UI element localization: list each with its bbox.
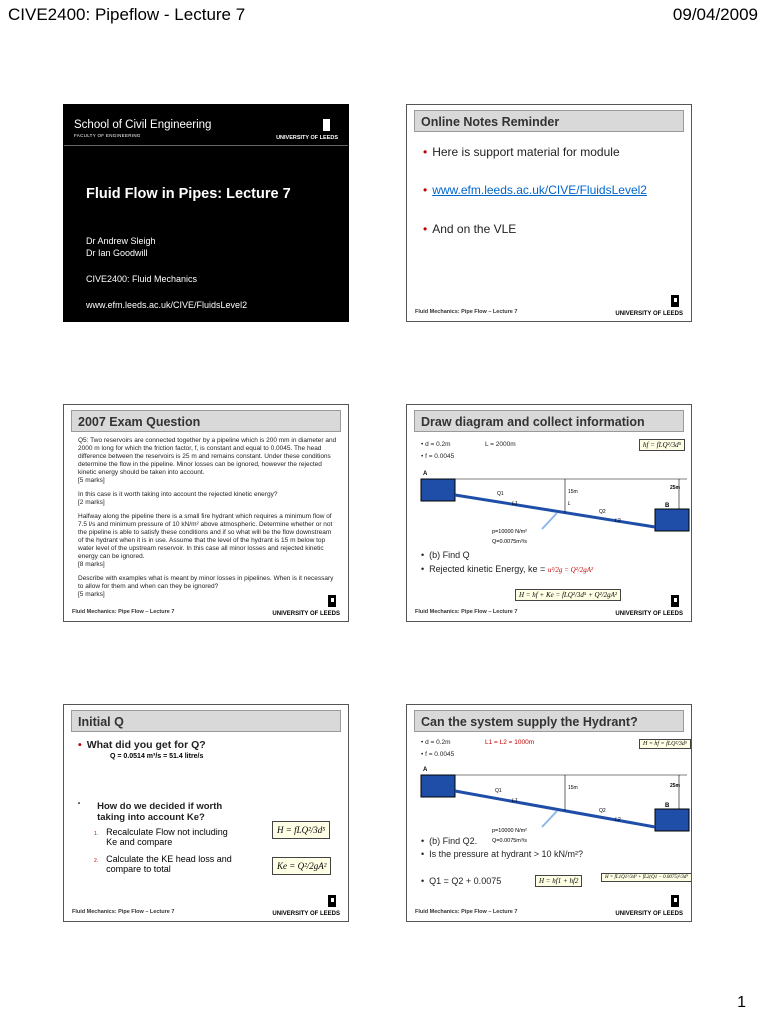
divider (64, 145, 348, 146)
ke-equation: u²/2g = Q²/2gA² (547, 566, 594, 574)
slide-title-bar: Online Notes Reminder (414, 110, 684, 132)
label-flow: Q=0.0075m³/s (492, 539, 528, 545)
pipe (455, 495, 655, 527)
label-q2: Q2 (599, 808, 606, 814)
bullet-item: • Here is support material for module (423, 145, 620, 159)
lecture-title: Fluid Flow in Pipes: Lecture 7 (86, 186, 291, 202)
bullet-item: • Rejected kinetic Energy, ke = u²/2g = Q²/2gA² (421, 564, 594, 574)
given-L: L = 2000m (485, 441, 516, 448)
q-result: Q = 0.0514 m³/s = 51.4 litre/s (110, 753, 204, 760)
bullet-text: Here is support material for module (432, 145, 620, 159)
slide-footer-university: UNIVERSITY OF LEEDS (615, 311, 683, 317)
f-value: f = 0.0045 (425, 751, 455, 758)
university-crest-icon (671, 895, 679, 907)
bullet-item: • Q1 = Q2 + 0.0075 (421, 876, 502, 886)
label-b: B (665, 503, 670, 509)
university-crest-icon (671, 595, 679, 607)
question-part-2: In this case is it worth taking into account the rejected kinetic energy? (78, 491, 278, 498)
reservoir-a (421, 479, 455, 501)
label-l2: L2 (615, 817, 621, 823)
ke-equation: Ke = Q²/2gA² (272, 857, 331, 875)
item-text: Calculate the KE head loss and compare to total (106, 854, 232, 874)
d-value: d = 0.2m (425, 739, 451, 746)
slide-footer-university: UNIVERSITY OF LEEDS (615, 611, 683, 617)
document-header-title: CIVE2400: Pipeflow - Lecture 7 (8, 5, 246, 24)
slide-footer-university: UNIVERSITY OF LEEDS (272, 911, 340, 917)
bullet-item: • What did you get for Q? (78, 739, 206, 751)
slide-title (63, 104, 349, 322)
marks-1: [5 marks] (78, 477, 105, 484)
numbered-item-1: 1. Recalculate Flow not including Ke and compare (94, 827, 244, 847)
university-crest-icon (328, 595, 336, 607)
label-l1: L1 (512, 798, 518, 804)
label-q1: Q1 (497, 491, 504, 497)
slide-title-bar: Initial Q (71, 710, 341, 732)
label-25m: 25m (670, 485, 681, 491)
bullet-text: (b) Find Q2. (429, 836, 478, 846)
reservoir-b (655, 809, 689, 831)
expanded-head-equation: H = fL1Q1²/3d⁵ + fL2(Q1 − 0.0075)²/3d⁵ (601, 873, 692, 882)
reservoir-b (655, 509, 689, 531)
bullet-text: What did you get for Q? (86, 739, 206, 751)
label-q1: Q1 (495, 788, 502, 794)
numbered-item-2: 2. Calculate the KE head loss and compare to total (94, 854, 244, 874)
given-f: • f = 0.0045 (421, 453, 455, 460)
question-part-1: Q5: Two reservoirs are connected together by a pipeline which is 200 mm in diameter and 2000 m long for which the friction factor, f, is constant and equal to 0.0045. The head difference between the reservoirs is 25 m and remains constant. Under these conditions determine the flow in the pipeline. Minor losses can be ignored, however the rejected kinetic energy should be taken into account. (78, 437, 337, 476)
pipe (455, 791, 655, 827)
slide-title-bar: 2007 Exam Question (71, 410, 341, 432)
given-f: • f = 0.0045 (421, 751, 455, 758)
slide-footer-course: Fluid Mechanics: Pipe Flow – Lecture 7 (72, 909, 175, 915)
university-name: UNIVERSITY OF LEEDS (276, 135, 338, 141)
label-15m: 15m (568, 489, 578, 495)
bullet-text: How do we decided if worth taking into account Ke? (97, 801, 223, 823)
author-1: Dr Andrew Sleigh (86, 236, 156, 246)
module-name: CIVE2400: Fluid Mechanics (86, 274, 198, 284)
bullet-text: Is the pressure at hydrant > 10 kN/m²? (429, 849, 583, 859)
label-l1: L1 (512, 501, 518, 507)
slide-footer-course: Fluid Mechanics: Pipe Flow – Lecture 7 (415, 609, 518, 615)
school-name: School of Civil Engineering (74, 119, 212, 131)
bullet-item: • www.efm.leeds.ac.uk/CIVE/FluidsLevel2 (423, 183, 647, 197)
university-crest-icon (671, 295, 679, 307)
slide-diagram (406, 404, 692, 622)
label-q2: Q2 (599, 509, 606, 515)
slide-footer-university: UNIVERSITY OF LEEDS (272, 611, 340, 617)
head-loss-equation: H = hf = fLQ²/3d⁵ (639, 739, 691, 749)
slide-footer-course: Fluid Mechanics: Pipe Flow – Lecture 7 (415, 909, 518, 915)
bullet-text: Rejected kinetic Energy, ke = (429, 564, 546, 574)
label-25m: 25m (670, 783, 681, 789)
slide-title-bar: Can the system supply the Hydrant? (414, 710, 684, 732)
marks-3: [8 marks] (78, 561, 105, 568)
label-a: A (423, 471, 428, 477)
label-l2: L2 (615, 518, 621, 524)
label-pressure: p=10000 N/m² (492, 828, 528, 834)
course-url: www.efm.leeds.ac.uk/CIVE/FluidsLevel2 (86, 300, 248, 310)
item-text: Recalculate Flow not including Ke and compare (106, 827, 228, 847)
slide-hydrant (406, 704, 692, 922)
page-number: 1 (737, 994, 746, 1011)
label-a: A (423, 767, 428, 773)
exam-question-text (78, 437, 338, 599)
bullet-item: • (b) Find Q2. (421, 836, 478, 846)
university-crest-icon (323, 119, 330, 131)
notes-link[interactable]: www.efm.leeds.ac.uk/CIVE/FluidsLevel2 (432, 183, 647, 197)
slide-footer-course: Fluid Mechanics: Pipe Flow – Lecture 7 (415, 309, 518, 315)
slide-online-notes (406, 104, 692, 322)
label-15m: 15m (568, 785, 578, 791)
label-pressure: p=10000 N/m² (492, 529, 528, 535)
head-loss-equation: hf = fLQ²/3d⁵ (639, 439, 685, 451)
reservoir-a (421, 775, 455, 797)
hydrant-arrow (542, 811, 557, 827)
question-part-4: Describe with examples what is meant by minor losses in pipelines. When is it necessary to allow for them and when can they be ignored? (78, 575, 334, 590)
question-part-3: Halfway along the pipeline there is a small fire hydrant which requires a minimum flow of 7.5 l/s and minimum pressure of 10 kN/m² above atmospheric. Determine whether or not the pipeline is able to satisfy these conditions and if so what will be the flow downstream of the hydrant when it is in use. Assume that the level of the hydrant is 15 m below top water level of the upstream reservoir. In this case all minor losses and rejected kinetic energy can be ignored. (78, 513, 333, 560)
university-crest-icon (328, 895, 336, 907)
head-equation: H = fLQ²/3d⁵ (272, 821, 330, 839)
bullet-item: • (b) Find Q (421, 550, 470, 560)
document-header-date: 09/04/2009 (672, 5, 758, 24)
given-d: • d = 0.2m (421, 441, 451, 448)
label-l: L (568, 501, 571, 507)
marks-2: [2 marks] (78, 499, 105, 506)
label-flow: Q=0.0075m³/s (492, 838, 528, 844)
slide-footer-course: Fluid Mechanics: Pipe Flow – Lecture 7 (72, 609, 175, 615)
bullet-item: • How do we decided if worth taking into account Ke? (78, 801, 248, 823)
slide-exam-question (63, 404, 349, 622)
marks-4: [5 marks] (78, 591, 105, 598)
f-value: f = 0.0045 (425, 453, 455, 460)
bullet-text: And on the VLE (432, 222, 517, 236)
slide-footer-university: UNIVERSITY OF LEEDS (615, 911, 683, 917)
given-d: • d = 0.2m (421, 739, 451, 746)
d-value: d = 0.2m (425, 441, 451, 448)
bullet-text: (b) Find Q (429, 550, 470, 560)
total-head-equation: H = hf1 + hf2 (535, 875, 582, 887)
faculty-name: FACULTY OF ENGINEERING (74, 133, 141, 138)
author-2: Dr Ian Goodwill (86, 248, 148, 258)
bullet-item: • And on the VLE (423, 222, 517, 236)
bullet-item: • Is the pressure at hydrant > 10 kN/m²? (421, 849, 583, 859)
label-b: B (665, 803, 670, 809)
total-head-equation: H = hf + Ke = fLQ²/3d⁵ + Q²/2gA² (515, 589, 621, 601)
given-L: L1 = L2 = 1000m (485, 739, 535, 746)
slide-title-bar: Draw diagram and collect information (414, 410, 684, 432)
slide-initial-q (63, 704, 349, 922)
pipe-diagram (417, 763, 692, 863)
bullet-text: Q1 = Q2 + 0.0075 (429, 876, 502, 886)
hydrant-arrow (542, 513, 557, 529)
